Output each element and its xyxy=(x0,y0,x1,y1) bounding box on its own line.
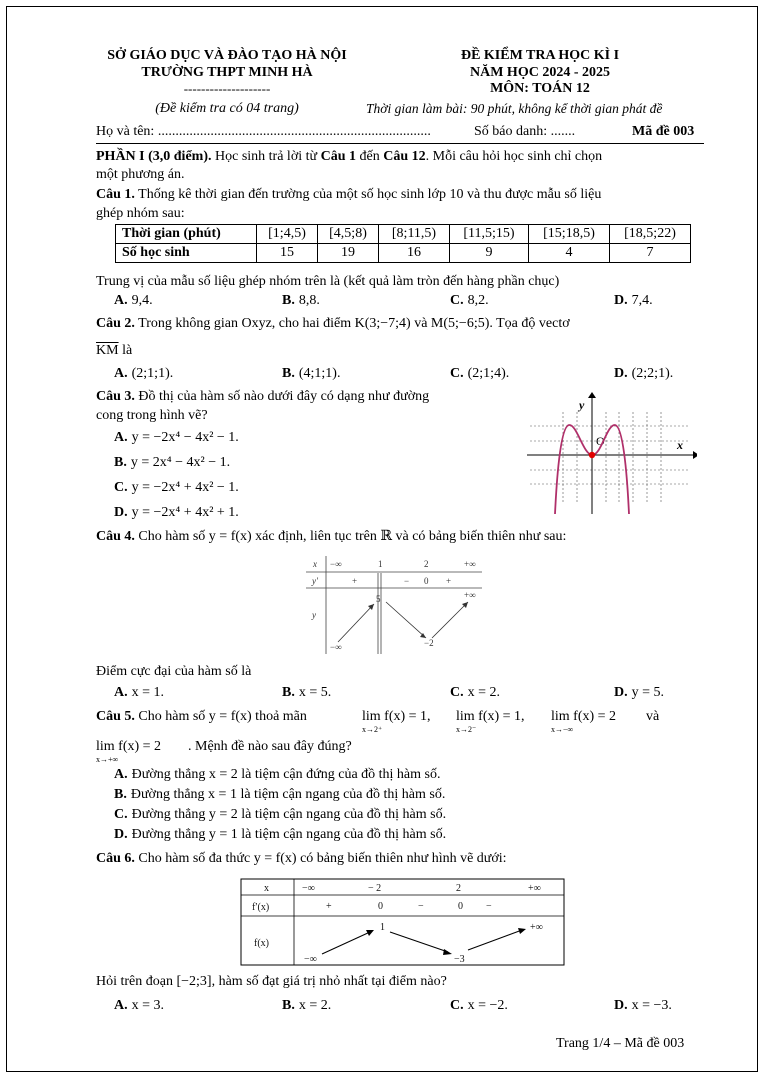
x-axis-label: x xyxy=(677,438,683,452)
q3-option-b[interactable]: B. y = 2x⁴ − 4x² − 1. xyxy=(114,455,231,470)
q5-option-a[interactable]: A. Đường thẳng x = 2 là tiệm cận đứng của đồ thị hàm số. xyxy=(114,767,441,782)
table-cell: 16 xyxy=(379,244,450,263)
table-cell: [11,5;15) xyxy=(450,225,529,244)
table-cell: [15;18,5) xyxy=(529,225,610,244)
table-cell: [1;4,5) xyxy=(257,225,318,244)
q5-limit-2: lim f(x) = 1, xyxy=(456,709,525,724)
table-cell: 19 xyxy=(318,244,379,263)
exam-code: Mã đề 003 xyxy=(632,124,695,139)
page-count-note: (Đề kiểm tra có 04 trang) xyxy=(155,101,299,116)
q1-text: Câu 1. Thống kê thời gian đến trường của một số học sinh lớp 10 và thu được mẫu số liệu xyxy=(96,187,602,202)
part1-instructions-cont: một phương án. xyxy=(96,167,185,182)
q5-limit-1-sub: x→2⁺ xyxy=(362,725,383,734)
q4-question: Điểm cực đại của hàm số là xyxy=(96,664,252,679)
q3-text-cont: cong trong hình vẽ? xyxy=(96,408,208,423)
x-value: 2 xyxy=(456,883,461,894)
f-value: 1 xyxy=(380,922,385,933)
q5-option-b[interactable]: B. Đường thẳng x = 1 là tiệm cận ngang của đồ thị hàm số. xyxy=(114,787,446,802)
q1-option-c[interactable]: C. 8,2. xyxy=(450,293,489,308)
table-cell: 15 xyxy=(257,244,318,263)
q3-option-a[interactable]: A. y = −2x⁴ − 4x² − 1. xyxy=(114,430,239,445)
q4-option-c[interactable]: C. x = 2. xyxy=(450,685,501,700)
sign: + xyxy=(352,576,358,586)
q5-limit-3-sub: x→−∞ xyxy=(551,725,574,734)
x-label: x xyxy=(313,559,317,569)
q1-text-cont: ghép nhóm sau: xyxy=(96,206,185,221)
q5-limit-2-sub: x→2⁻ xyxy=(456,725,477,734)
exam-title: ĐỀ KIỂM TRA HỌC KÌ I xyxy=(460,48,620,63)
q1-option-b[interactable]: B. 8,8. xyxy=(282,293,320,308)
table-cell: 9 xyxy=(450,244,529,263)
table-cell: 7 xyxy=(610,244,691,263)
x-value: − 2 xyxy=(368,883,382,894)
x-value: +∞ xyxy=(528,883,541,894)
q3-option-d[interactable]: D. y = −2x⁴ + 4x² + 1. xyxy=(114,505,239,520)
q4-option-b[interactable]: B. x = 5. xyxy=(282,685,332,700)
q2-text: Câu 2. Trong không gian Oxyz, cho hai điểm K(3;−7;4) và M(5;−6;5). Tọa độ vectơ xyxy=(96,316,570,331)
q5-limit-4: lim f(x) = 2 xyxy=(96,739,162,754)
q1-option-a[interactable]: A. 9,4. xyxy=(114,293,153,308)
x-value: 1 xyxy=(378,559,383,569)
q2-option-c[interactable]: C. (2;1;4). xyxy=(450,366,510,381)
sign: − xyxy=(418,901,424,912)
school-year: NĂM HỌC 2024 - 2025 xyxy=(470,65,610,80)
subject: MÔN: TOÁN 12 xyxy=(490,81,590,96)
student-name-field: Họ và tên: .............................................................................. xyxy=(96,124,431,139)
x-value: 2 xyxy=(424,559,429,569)
x-value: +∞ xyxy=(464,559,476,569)
y-value: +∞ xyxy=(464,590,476,600)
table-cell: [4,5;8) xyxy=(318,225,379,244)
q6-variation-table xyxy=(240,878,566,968)
q4-variation-table xyxy=(304,554,484,656)
q2-text-cont: $\overline{KM}$ là xyxy=(96,343,133,358)
x-value: −∞ xyxy=(302,883,315,894)
q5-option-d[interactable]: D. Đường thẳng y = 1 là tiệm cận ngang của đồ thị hàm số. xyxy=(114,827,447,842)
sign: + xyxy=(446,576,452,586)
vector-km: $\overline{KM}$ xyxy=(96,343,119,358)
sign: 0 xyxy=(378,901,383,912)
student-id-field: Số báo danh: ....... xyxy=(474,124,576,139)
table-cell: [18,5;22) xyxy=(610,225,691,244)
header-rule xyxy=(96,143,704,144)
department-name: SỞ GIÁO DỤC VÀ ĐÀO TẠO HÀ NỘI xyxy=(107,48,347,63)
q6-option-d[interactable]: D. x = −3. xyxy=(614,998,672,1013)
q3-option-c[interactable]: C. y = −2x⁴ + 4x² − 1. xyxy=(114,480,239,495)
q2-option-d[interactable]: D. (2;2;1). xyxy=(614,366,674,381)
q2-option-a[interactable]: A. (2;1;1). xyxy=(114,366,174,381)
table-header: Thời gian (phút) xyxy=(116,225,257,244)
table-cell: 4 xyxy=(529,244,610,263)
q5-option-c[interactable]: C. Đường thẳng y = 2 là tiệm cận ngang của đồ thị hàm số. xyxy=(114,807,447,822)
q4-option-a[interactable]: A. x = 1. xyxy=(114,685,165,700)
f-value: −3 xyxy=(454,954,465,965)
q3-function-graph xyxy=(525,392,697,516)
table-cell: [8;11,5) xyxy=(379,225,450,244)
q6-option-b[interactable]: B. x = 2. xyxy=(282,998,332,1013)
q1-frequency-table xyxy=(115,224,691,263)
origin-point xyxy=(589,452,595,458)
header-divider: -------------------- xyxy=(183,81,271,96)
q5-limit-1: lim f(x) = 1, xyxy=(362,709,431,724)
sign: + xyxy=(326,901,332,912)
f-label: f(x) xyxy=(254,938,269,949)
sign: 0 xyxy=(458,901,463,912)
origin-label: O xyxy=(596,434,605,448)
sign: 0 xyxy=(424,576,429,586)
school-name: TRƯỜNG THPT MINH HÀ xyxy=(141,65,313,80)
q6-option-a[interactable]: A. x = 3. xyxy=(114,998,165,1013)
time-note: Thời gian làm bài: 90 phút, không kể thời gian phát đề xyxy=(366,101,663,116)
q1-option-d[interactable]: D. 7,4. xyxy=(614,293,653,308)
table-header: Số học sinh xyxy=(116,244,257,263)
part1-instructions: PHẦN I (3,0 điểm). Học sinh trả lời từ Câu 1 đến Câu 12. Mỗi câu hỏi học sinh chỉ chọn xyxy=(96,149,603,164)
q5-text: Câu 5. Cho hàm số y = f(x) thoả mãn xyxy=(96,709,307,724)
yprime-label: y′ xyxy=(312,576,318,586)
q6-text: Câu 6. Cho hàm số đa thức y = f(x) có bảng biến thiên như hình vẽ dưới: xyxy=(96,851,507,866)
fprime-label: f′(x) xyxy=(252,902,270,913)
q1-question: Trung vị của mẫu số liệu ghép nhóm trên là (kết quả làm tròn đến hàng phần chục) xyxy=(96,274,560,289)
q4-option-d[interactable]: D. y = 5. xyxy=(614,685,665,700)
q5-question: . Mệnh đề nào sau đây đúng? xyxy=(188,739,352,754)
q2-option-b[interactable]: B. (4;1;1). xyxy=(282,366,341,381)
y-axis-label: y xyxy=(579,398,585,412)
y-value: −∞ xyxy=(330,642,342,652)
q4-text: Câu 4. Cho hàm số y = f(x) xác định, liên tục trên ℝ và có bảng biến thiên như sau: xyxy=(96,529,567,544)
x-label: x xyxy=(264,883,269,894)
q5-limit-3: lim f(x) = 2 xyxy=(551,709,617,724)
sign: − xyxy=(486,901,492,912)
x-value: −∞ xyxy=(330,559,342,569)
q5-limit-4-sub: x→+∞ xyxy=(96,755,119,764)
y-label: y xyxy=(312,610,316,620)
q3-text: Câu 3. Đồ thị của hàm số nào dưới đây có dạng như đường xyxy=(96,389,430,404)
f-value: +∞ xyxy=(530,922,543,933)
f-value: −∞ xyxy=(304,954,317,965)
y-value: −2 xyxy=(424,638,434,648)
sign: − xyxy=(404,576,410,586)
q6-question: Hỏi trên đoạn [−2;3], hàm số đạt giá trị nhỏ nhất tại điểm nào? xyxy=(96,974,447,989)
y-value: 5 xyxy=(376,594,381,604)
page-footer: Trang 1/4 – Mã đề 003 xyxy=(556,1036,685,1051)
q6-option-c[interactable]: C. x = −2. xyxy=(450,998,508,1013)
q5-and: và xyxy=(646,709,660,724)
